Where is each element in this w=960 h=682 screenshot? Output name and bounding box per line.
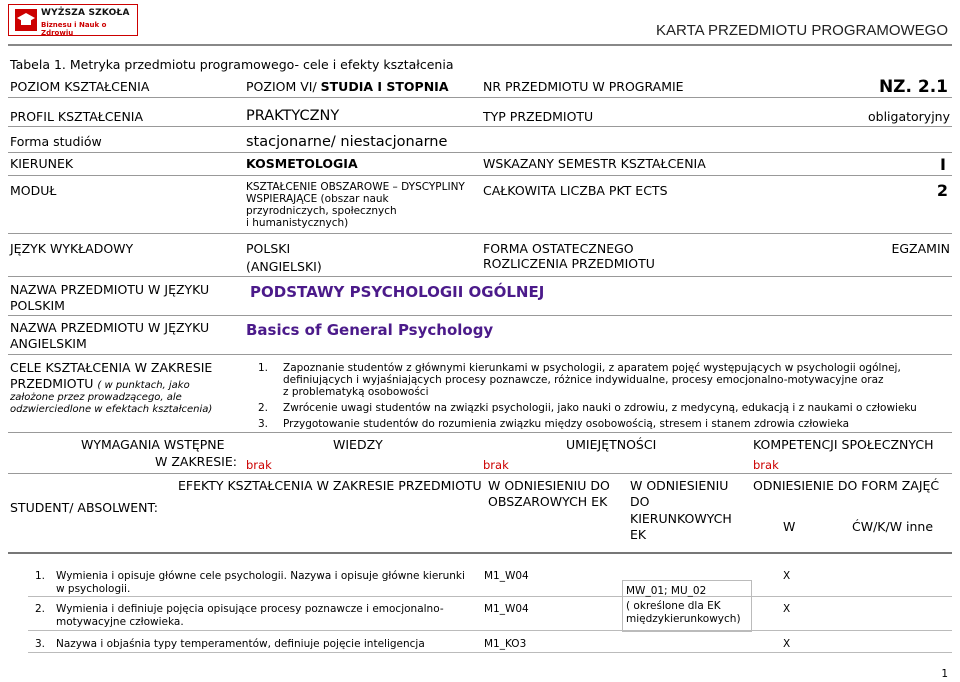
odniesienie-obszarowe-1: W ODNIESIENIU DO [488,478,610,493]
forma-ost-label-1: FORMA OSTATECZNEGO [483,241,634,256]
wymagania-label-1: WYMAGANIA WSTĘPNE [81,437,225,452]
row-divider [8,354,952,355]
efekty-header: EFEKTY KSZTAŁCENIA W ZAKRESIE PRZEDMIOTU [178,478,482,493]
row-divider [8,97,952,98]
efekt-w-mark: X [783,638,791,650]
modul-value-2: WSPIERAJĄCE (obszar nauk [246,193,389,205]
logo-line1: WYŻSZA SZKOŁA [41,8,130,18]
student-label: STUDENT/ ABSOLWENT: [10,500,158,515]
umiejetnosci-header: UMIEJĘTNOŚCI [566,437,657,452]
kompetencji-header: KOMPETENCJI SPOŁECZNYCH [753,437,934,452]
row-divider [28,630,952,631]
row-divider [8,552,952,554]
semestr-value: I [940,155,946,174]
semestr-label: WSKAZANY SEMESTR KSZTAŁCENIA [483,156,706,171]
efekt-obszarowe: M1_W04 [484,603,529,615]
row-divider [8,432,952,433]
row-divider [8,175,952,176]
row-divider [28,652,952,653]
row-divider [8,152,952,153]
nr-label: NR PRZEDMIOTU W PROGRAMIE [483,79,684,94]
cel-line: definiujących i wyjaśniających procesy poznawcze, różnice indywidualne, procesy emocjonalno-motywacyjne oraz [283,374,884,386]
typ-value: obligatoryjny [867,109,950,124]
cele-label-2b: ( w punktach, jako [97,380,190,391]
nazwa-en-label-1: NAZWA PRZEDMIOTU W JĘZYKU [10,320,210,335]
modul-value-4: i humanistycznych) [246,217,349,229]
poziom-value-b: STUDIA I STOPNIA [320,79,449,94]
modul-label: MODUŁ [10,183,57,198]
document-title: KARTA PRZEDMIOTU PROGRAMOWEGO [656,22,948,39]
nazwa-pl-value: PODSTAWY PSYCHOLOGII OGÓLNEJ [250,283,545,301]
profil-value: PRAKTYCZNY [246,108,340,124]
row-divider [8,276,952,277]
wiedzy-header: WIEDZY [333,437,383,452]
nazwa-pl-label-1: NAZWA PRZEDMIOTU W JĘZYKU [10,282,210,297]
cel-num: 2. [258,402,269,414]
cel-num: 1. [258,362,269,374]
umiejetnosci-value: brak [483,458,509,472]
ects-label: CAŁKOWITA LICZBA PKT ECTS [483,183,668,198]
odniesienie-kierunkowe-4: EK [630,527,647,542]
wiedzy-value: brak [246,458,272,472]
efekt-num: 3. [35,638,46,650]
kierunkowe-line-2: ( określone dla EK [626,600,721,612]
efekt-num: 1. [35,570,46,582]
form-w-header: W [783,519,796,534]
profil-label: PROFIL KSZTAŁCENIA [10,109,144,124]
logo-line2: Biznesu i Nauk o Zdrowiu [41,21,107,37]
forma-ost-label-2: ROZLICZENIA PRZEDMIOTU [483,256,655,271]
odniesienie-obszarowe-2: OBSZAROWYCH EK [488,494,608,509]
efekt-obszarowe: M1_KO3 [484,638,527,650]
cele-label-4: odzwierciedlone w efektach kształcenia) [10,404,213,415]
modul-value-3: przyrodniczych, społecznych [246,205,397,217]
typ-label: TYP PRZEDMIOTU [483,109,594,124]
cele-label-2a: PRZEDMIOTU [10,376,98,391]
cel-num: 3. [258,418,269,430]
efekt-w-mark: X [783,603,791,615]
graduation-cap-icon [15,9,37,31]
efekt-text: Wymienia i opisuje główne cele psychologii. Nazywa i opisuje główne kierunki [56,570,465,582]
jezyk-label: JĘZYK WYKŁADOWY [10,241,134,256]
cele-label-3: założone przez prowadzącego, ale [10,392,182,403]
efekt-text: Nazywa i objaśnia typy temperamentów, definiuje pojęcie inteligencja [56,638,425,650]
odniesienie-kierunkowe-1: W ODNIESIENIU [630,478,729,493]
forma-label: Forma studiów [10,134,102,149]
wymagania-label-2: W ZAKRESIE: [155,454,237,469]
nazwa-pl-label-2: POLSKIM [10,298,65,313]
kierunkowe-line-3: międzykierunkowych) [626,613,741,625]
poziom-value [246,79,449,94]
poziom-label: POZIOM KSZTAŁCENIA [10,79,150,94]
kierunkowe-line-1: MW_01; MU_02 [626,585,707,597]
kierunek-value: KOSMETOLOGIA [246,156,358,171]
cel-line: Przygotowanie studentów do rozumienia związku między osobowością, stresem i stanem zdrowia człowieka [283,418,850,430]
jezyk-value-2: (ANGIELSKI) [246,259,322,274]
efekt-w-mark: X [783,570,791,582]
row-divider [8,126,952,127]
header-divider [8,44,952,46]
cele-label-2 [10,376,190,392]
efekt-text: motywacyjne człowieka. [56,616,184,628]
efekt-obszarowe: M1_W04 [484,570,529,582]
efekt-text: Wymienia i definiuje pojęcia opisujące procesy poznawcze i emocjonalno- [56,603,444,615]
ects-value: 2 [936,181,948,200]
forma-value: stacjonarne/ niestacjonarne [246,134,448,150]
poziom-value-a: POZIOM VI/ [246,79,321,94]
page-number: 1 [941,668,948,680]
table-caption: Tabela 1. Metryka przedmiotu programowego- cele i efekty kształcenia [10,57,454,72]
row-divider [8,315,952,316]
odniesienie-kierunkowe-3: KIERUNKOWYCH [630,511,732,526]
cel-line: Zapoznanie studentów z głównymi kierunkami w psychologii, z aparatem pojęć występujących w psychologii ogólnej, [283,362,901,374]
form-cw-header: ĆW/K/W inne [852,519,934,534]
cel-line: z problematyką osobowości [283,386,429,398]
nr-value: NZ. 2.1 [878,77,948,97]
nazwa-en-value: Basics of General Psychology [246,321,494,339]
kierunek-label: KIERUNEK [10,156,74,171]
jezyk-value-1: POLSKI [246,241,291,256]
efekt-text: w psychologii. [56,583,131,595]
cel-line: Zwrócenie uwagi studentów na związki psychologii, jako nauki o zdrowiu, z medycyną, edukacją i z naukami o człowieku [283,402,917,414]
nazwa-en-label-2: ANGIELSKIM [10,336,87,351]
row-divider [28,596,952,597]
odniesienie-kierunkowe-2: DO [630,494,650,509]
forma-ost-value: EGZAMIN [891,241,950,256]
cele-label-1: CELE KSZTAŁCENIA W ZAKRESIE [10,360,213,375]
row-divider [8,233,952,234]
logo [8,4,138,36]
row-divider [8,473,952,474]
modul-value-1: KSZTAŁCENIE OBSZAROWE – DYSCYPLINY [246,181,465,193]
kompetencji-value: brak [753,458,779,472]
form-zajec-header: ODNIESIENIE DO FORM ZAJĘĆ [753,478,940,493]
efekt-num: 2. [35,603,46,615]
